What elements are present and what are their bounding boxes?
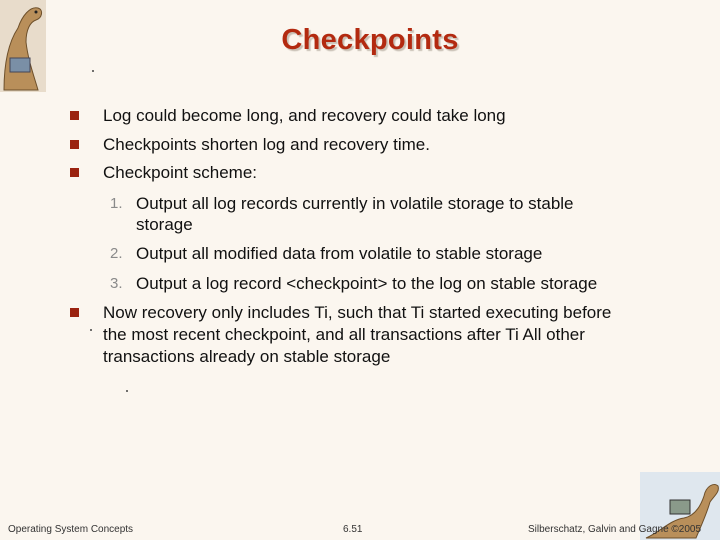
dinosaur-icon: [0, 0, 46, 92]
square-bullet-icon: [70, 111, 79, 120]
page-number: 6.51: [343, 524, 363, 535]
square-bullet-icon: [70, 168, 79, 177]
stray-dot: [92, 70, 94, 72]
footer-left: Operating System Concepts: [8, 524, 134, 535]
stray-dot: [126, 390, 128, 392]
slide: Checkpoints Log could become long, and recovery could take long Checkpoints shorten log and recovery time. Checkpoint scheme: 1. Output all log records currently in volatile storage to stable storage 2. Output all modified data from volatile to stable storage 3. Output a log record <checkpoint> to the log on stable storage Now recovery only includes Ti, such that Ti started executing before the most recent checkpoint, and all transactions after Ti All other transactions already on stable storage Operating System Concepts 6.51 Silberschatz, Galvin and Gagne ©2005: [0, 0, 720, 540]
square-bullet-icon: [70, 308, 79, 317]
stray-dot: [90, 329, 92, 331]
slide-title: Checkpoints: [281, 24, 459, 56]
square-bullet-icon: [70, 140, 79, 149]
footer-right: Silberschatz, Galvin and Gagne ©2005: [528, 524, 702, 535]
